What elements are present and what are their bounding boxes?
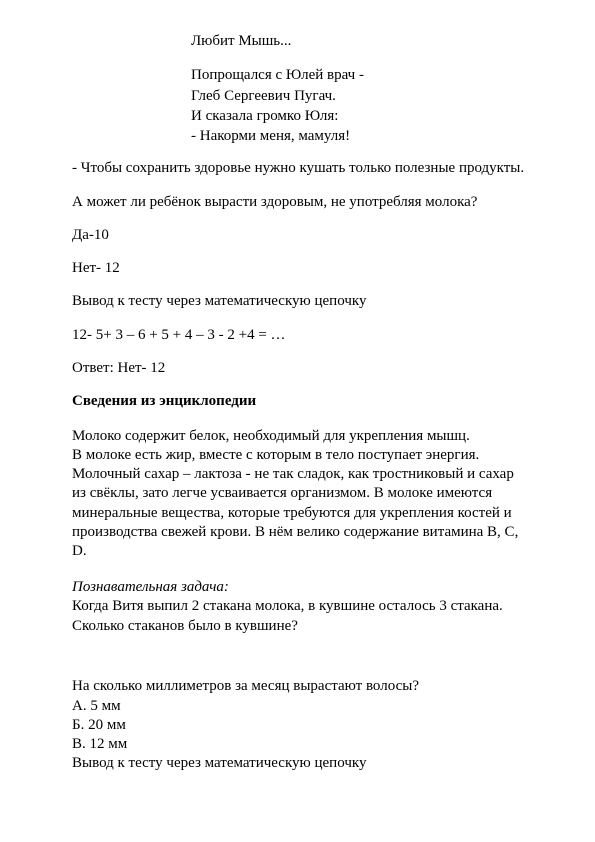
encyclopedia-line: из свёклы, зато легче усваивается организмом. В молоке имеются	[72, 485, 493, 501]
encyclopedia-line: D.	[72, 543, 87, 559]
poem-line: Глеб Сергеевич Пугач.	[191, 88, 336, 104]
chain-title: Вывод к тесту через математическую цепочку	[72, 755, 367, 771]
vote-yes: Да-10	[72, 227, 109, 243]
statement: - Чтобы сохранить здоровье нужно кушать только полезные продукты.	[72, 160, 525, 176]
encyclopedia-line: В молоке есть жир, вместе с которым в тело поступает энергия.	[72, 447, 480, 463]
answer: Ответ: Нет- 12	[72, 360, 166, 376]
math-chain: 12- 5+ 3 – 6 + 5 + 4 – 3 - 2 +4 = …	[72, 327, 286, 343]
option-b: Б. 20 мм	[72, 717, 126, 733]
option-a: А. 5 мм	[72, 698, 121, 714]
poem-line: Попрощался с Юлей врач -	[191, 67, 364, 83]
encyclopedia-line: Молочный сахар – лактоза - не так сладок, как тростниковый и сахар	[72, 466, 514, 482]
encyclopedia-line: производства свежей крови. В нём велико содержание витамина В, С,	[72, 524, 519, 540]
task-heading: Познавательная задача:	[72, 579, 229, 595]
poem-line: И сказала громко Юля:	[191, 108, 339, 124]
chain-title: Вывод к тесту через математическую цепочку	[72, 293, 367, 309]
question-hair: На сколько миллиметров за месяц вырастают волосы?	[72, 678, 419, 694]
vote-no: Нет- 12	[72, 260, 120, 276]
encyclopedia-heading: Сведения из энциклопедии	[72, 393, 257, 409]
question-milk: А может ли ребёнок вырасти здоровым, не употребляя молока?	[72, 194, 478, 210]
task-line: Сколько стаканов было в кувшине?	[72, 618, 298, 634]
poem-title: Любит Мышь...	[191, 33, 292, 49]
encyclopedia-line: минеральные вещества, которые требуются для укрепления костей и	[72, 505, 512, 521]
task-line: Когда Витя выпил 2 стакана молока, в кувшине осталось 3 стакана.	[72, 598, 503, 614]
poem-line: - Накорми меня, мамуля!	[191, 128, 351, 144]
option-c: В. 12 мм	[72, 736, 128, 752]
encyclopedia-line: Молоко содержит белок, необходимый для укрепления мышц.	[72, 428, 470, 444]
